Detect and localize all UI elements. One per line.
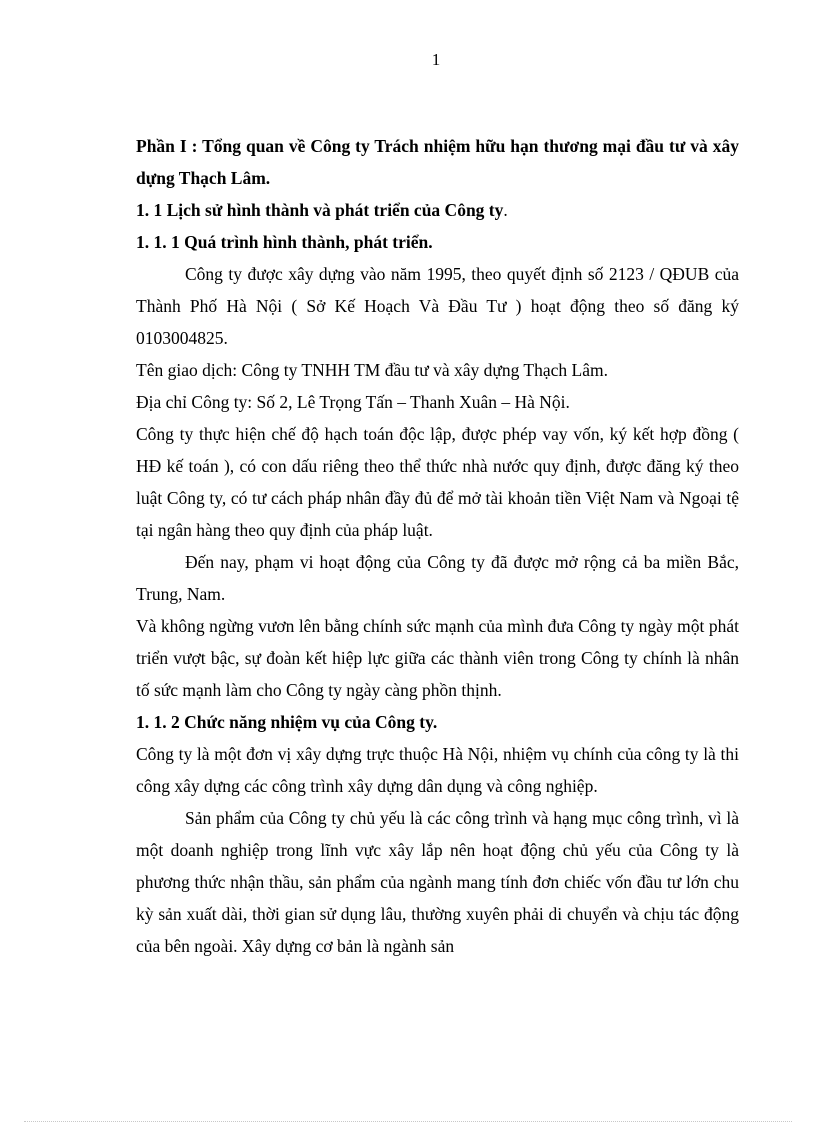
paragraph-founding: Công ty được xây dựng vào năm 1995, theo quyết định số 2123 / QĐUB của Thành Phố Hà Nội ( Sở Kế Hoạch Và Đầu Tư ) hoạt động theo số đăng ký 0103004825. bbox=[136, 264, 739, 348]
page-bottom-divider bbox=[24, 1121, 792, 1122]
paragraph-address: Địa chỉ Công ty: Số 2, Lê Trọng Tấn – Thanh Xuân – Hà Nội. bbox=[136, 392, 570, 412]
paragraph-scope: Đến nay, phạm vi hoạt động của Công ty đã được mở rộng cả ba miền Bắc, Trung, Nam. bbox=[136, 552, 739, 604]
section-1-1-title bbox=[136, 194, 739, 226]
paragraph-trade-name: Tên giao dịch: Công ty TNHH TM đầu tư và xây dựng Thạch Lâm. bbox=[136, 360, 608, 380]
paragraph-legal-status: Công ty thực hiện chế độ hạch toán độc lập, được phép vay vốn, ký kết hợp đồng ( HĐ kế toán ), có con dấu riêng theo thể thức nhà nước quy định, được đăng ký theo luật Công ty, có tư cách pháp nhân đầy đủ để mở tài khoản tiền Việt Nam và Ngoại tệ tại ngân hàng theo quy định của pháp luật. bbox=[136, 424, 739, 540]
document-body bbox=[136, 130, 739, 962]
part-title: Phần I : Tổng quan về Công ty Trách nhiệm hữu hạn thương mại đầu tư và xây dựng Thạch Lâm. bbox=[136, 136, 739, 188]
paragraph-mission: Công ty là một đơn vị xây dựng trực thuộc Hà Nội, nhiệm vụ chính của công ty là thi công xây dựng các công trình xây dựng dân dụng và công nghiệp. bbox=[136, 744, 739, 796]
section-1-1-1-title: 1. 1. 1 Quá trình hình thành, phát triển. bbox=[136, 232, 433, 252]
section-1-1-title-period: . bbox=[503, 200, 508, 220]
paragraph-growth: Và không ngừng vươn lên bằng chính sức mạnh của mình đưa Công ty ngày một phát triển vượt bậc, sự đoàn kết hiệp lực giữa các thành viên trong Công ty chính là nhân tố sức mạnh làm cho Công ty ngày càng phồn thịnh. bbox=[136, 616, 739, 700]
page-number: 1 bbox=[431, 50, 441, 69]
section-1-1-title-text: 1. 1 Lịch sử hình thành và phát triển của Công ty bbox=[136, 200, 504, 220]
section-1-1-2-title: 1. 1. 2 Chức năng nhiệm vụ của Công ty. bbox=[136, 712, 438, 732]
paragraph-products: Sản phẩm của Công ty chủ yếu là các công trình và hạng mục công trình, vì là một doanh nghiệp trong lĩnh vực xây lắp nên hoạt động chủ yếu của Công ty là phương thức nhận thầu, sản phẩm của ngành mang tính đơn chiếc vốn đầu tư lớn chu kỳ sản xuất dài, thời gian sử dụng lâu, thường xuyên phải di chuyển và chịu tác động của bên ngoài. Xây dựng cơ bản là ngành sản bbox=[136, 808, 739, 956]
